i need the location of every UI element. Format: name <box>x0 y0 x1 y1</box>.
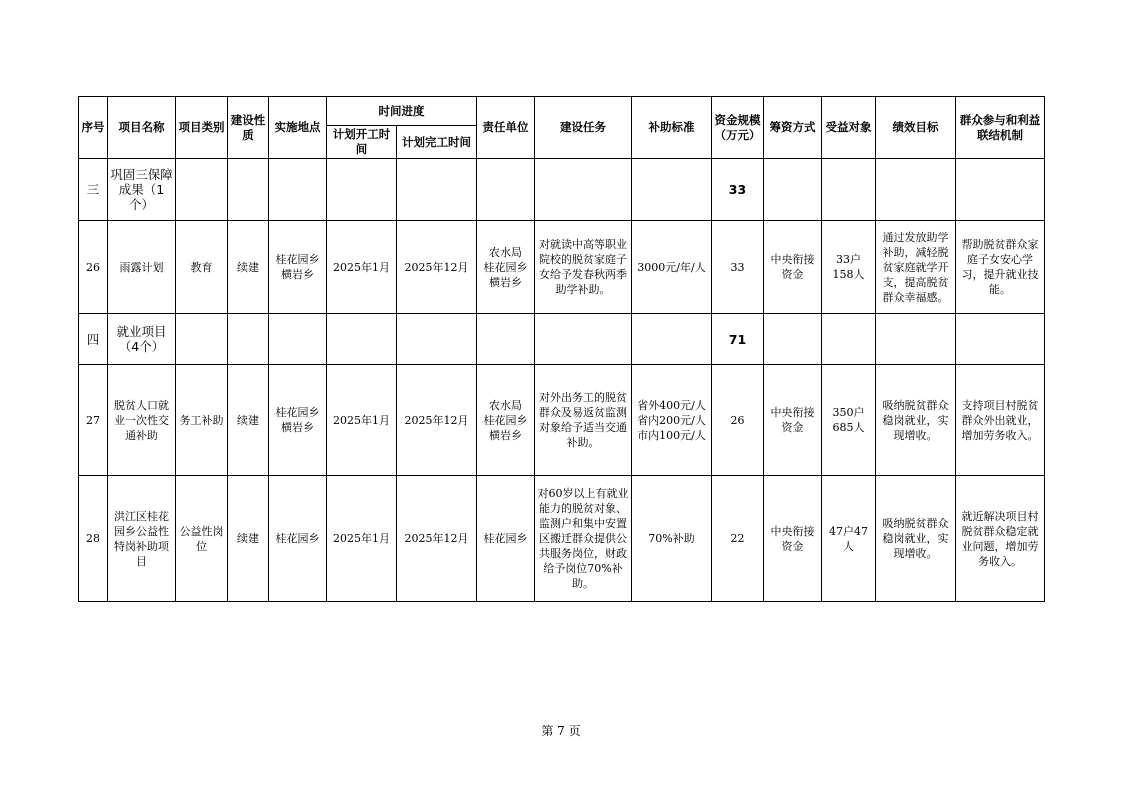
header-goal: 绩效目标 <box>876 97 956 159</box>
cell-fund: 22 <box>712 476 764 602</box>
header-name: 项目名称 <box>108 97 176 159</box>
header-row <box>79 97 1045 126</box>
cell-end: 2025年12月 <box>397 221 477 314</box>
header-unit: 责任单位 <box>477 97 535 159</box>
empty-cell <box>876 314 956 365</box>
cell-seq: 26 <box>79 221 108 314</box>
cell-beneficiary: 350户 685人 <box>822 365 876 476</box>
empty-cell <box>535 159 632 221</box>
cell-location: 桂花园乡横岩乡 <box>269 221 327 314</box>
page-number: 第 7 页 <box>541 724 581 738</box>
empty-cell <box>535 314 632 365</box>
empty-cell <box>764 314 822 365</box>
header-mechanism: 群众参与和利益联结机制 <box>956 97 1045 159</box>
header-raise: 筹资方式 <box>764 97 822 159</box>
cell-start: 2025年1月 <box>327 476 397 602</box>
cell-raise: 中央衔接资金 <box>764 476 822 602</box>
cell-fund: 33 <box>712 221 764 314</box>
cell-nature: 续建 <box>228 476 269 602</box>
empty-cell <box>397 314 477 365</box>
section-seq: 四 <box>79 314 108 365</box>
empty-cell <box>956 159 1045 221</box>
cell-unit: 农水局 桂花园乡 横岩乡 <box>477 221 535 314</box>
cell-goal: 通过发放助学补助，减轻脱贫家庭就学开支，提高脱贫群众幸福感。 <box>876 221 956 314</box>
cell-location: 桂花园乡横岩乡 <box>269 365 327 476</box>
table-row <box>79 365 1045 476</box>
cell-seq: 27 <box>79 365 108 476</box>
cell-standard: 省外400元/人 省内200元/人 市内100元/人 <box>632 365 712 476</box>
empty-cell <box>397 159 477 221</box>
empty-cell <box>477 159 535 221</box>
header-task: 建设任务 <box>535 97 632 159</box>
section-seq: 三 <box>79 159 108 221</box>
header-category: 项目类别 <box>176 97 228 159</box>
cell-mechanism: 帮助脱贫群众家庭子女安心学习，提升就业技能。 <box>956 221 1045 314</box>
cell-raise: 中央衔接资金 <box>764 221 822 314</box>
empty-cell <box>176 314 228 365</box>
header-fund: 资金规模（万元） <box>712 97 764 159</box>
section-fund: 71 <box>712 314 764 365</box>
empty-cell <box>822 159 876 221</box>
empty-cell <box>477 314 535 365</box>
cell-task: 对外出务工的脱贫群众及易返贫监测对象给予适当交通补助。 <box>535 365 632 476</box>
cell-end: 2025年12月 <box>397 365 477 476</box>
cell-fund: 26 <box>712 365 764 476</box>
empty-cell <box>228 314 269 365</box>
cell-standard: 70%补助 <box>632 476 712 602</box>
cell-mechanism: 就近解决项目村脱贫群众稳定就业问题，增加劳务收入。 <box>956 476 1045 602</box>
cell-seq: 28 <box>79 476 108 602</box>
cell-start: 2025年1月 <box>327 221 397 314</box>
cell-category: 公益性岗位 <box>176 476 228 602</box>
cell-beneficiary: 47户47人 <box>822 476 876 602</box>
cell-standard: 3000元/年/人 <box>632 221 712 314</box>
header-beneficiary: 受益对象 <box>822 97 876 159</box>
section-fund: 33 <box>712 159 764 221</box>
cell-goal: 吸纳脱贫群众稳岗就业，实现增收。 <box>876 476 956 602</box>
cell-goal: 吸纳脱贫群众稳岗就业，实现增收。 <box>876 365 956 476</box>
header-end: 计划完工时间 <box>397 126 477 159</box>
cell-start: 2025年1月 <box>327 365 397 476</box>
header-start: 计划开工时间 <box>327 126 397 159</box>
section-row <box>79 314 1045 365</box>
section-row <box>79 159 1045 221</box>
cell-category: 务工补助 <box>176 365 228 476</box>
section-name: 就业项目（4个） <box>108 314 176 365</box>
cell-name: 脱贫人口就业一次性交通补助 <box>108 365 176 476</box>
empty-cell <box>822 314 876 365</box>
empty-cell <box>327 159 397 221</box>
header-seq: 序号 <box>79 97 108 159</box>
cell-category: 教育 <box>176 221 228 314</box>
cell-mechanism: 支持项目村脱贫群众外出就业，增加劳务收入。 <box>956 365 1045 476</box>
empty-cell <box>956 314 1045 365</box>
table-row <box>79 221 1045 314</box>
cell-name: 雨露计划 <box>108 221 176 314</box>
empty-cell <box>876 159 956 221</box>
cell-task: 对就读中高等职业院校的脱贫家庭子女给予发春秋两季助学补助。 <box>535 221 632 314</box>
cell-name: 洪江区桂花园乡公益性特岗补助项目 <box>108 476 176 602</box>
table-row <box>79 476 1045 602</box>
empty-cell <box>632 314 712 365</box>
header-standard: 补助标准 <box>632 97 712 159</box>
empty-cell <box>269 314 327 365</box>
empty-cell <box>632 159 712 221</box>
cell-unit: 桂花园乡 <box>477 476 535 602</box>
cell-nature: 续建 <box>228 221 269 314</box>
header-nature: 建设性质 <box>228 97 269 159</box>
cell-end: 2025年12月 <box>397 476 477 602</box>
empty-cell <box>228 159 269 221</box>
header-location: 实施地点 <box>269 97 327 159</box>
header-schedule: 时间进度 <box>327 97 477 126</box>
cell-raise: 中央衔接资金 <box>764 365 822 476</box>
project-table <box>78 96 1045 602</box>
empty-cell <box>176 159 228 221</box>
cell-task: 对60岁以上有就业能力的脱贫对象、监测户和集中安置区搬迁群众提供公共服务岗位，财政给予岗位70%补助。 <box>535 476 632 602</box>
cell-nature: 续建 <box>228 365 269 476</box>
empty-cell <box>327 314 397 365</box>
empty-cell <box>764 159 822 221</box>
cell-beneficiary: 33户 158人 <box>822 221 876 314</box>
empty-cell <box>269 159 327 221</box>
cell-unit: 农水局 桂花园乡 横岩乡 <box>477 365 535 476</box>
section-name: 巩固三保障成果（1个） <box>108 159 176 221</box>
cell-location: 桂花园乡 <box>269 476 327 602</box>
